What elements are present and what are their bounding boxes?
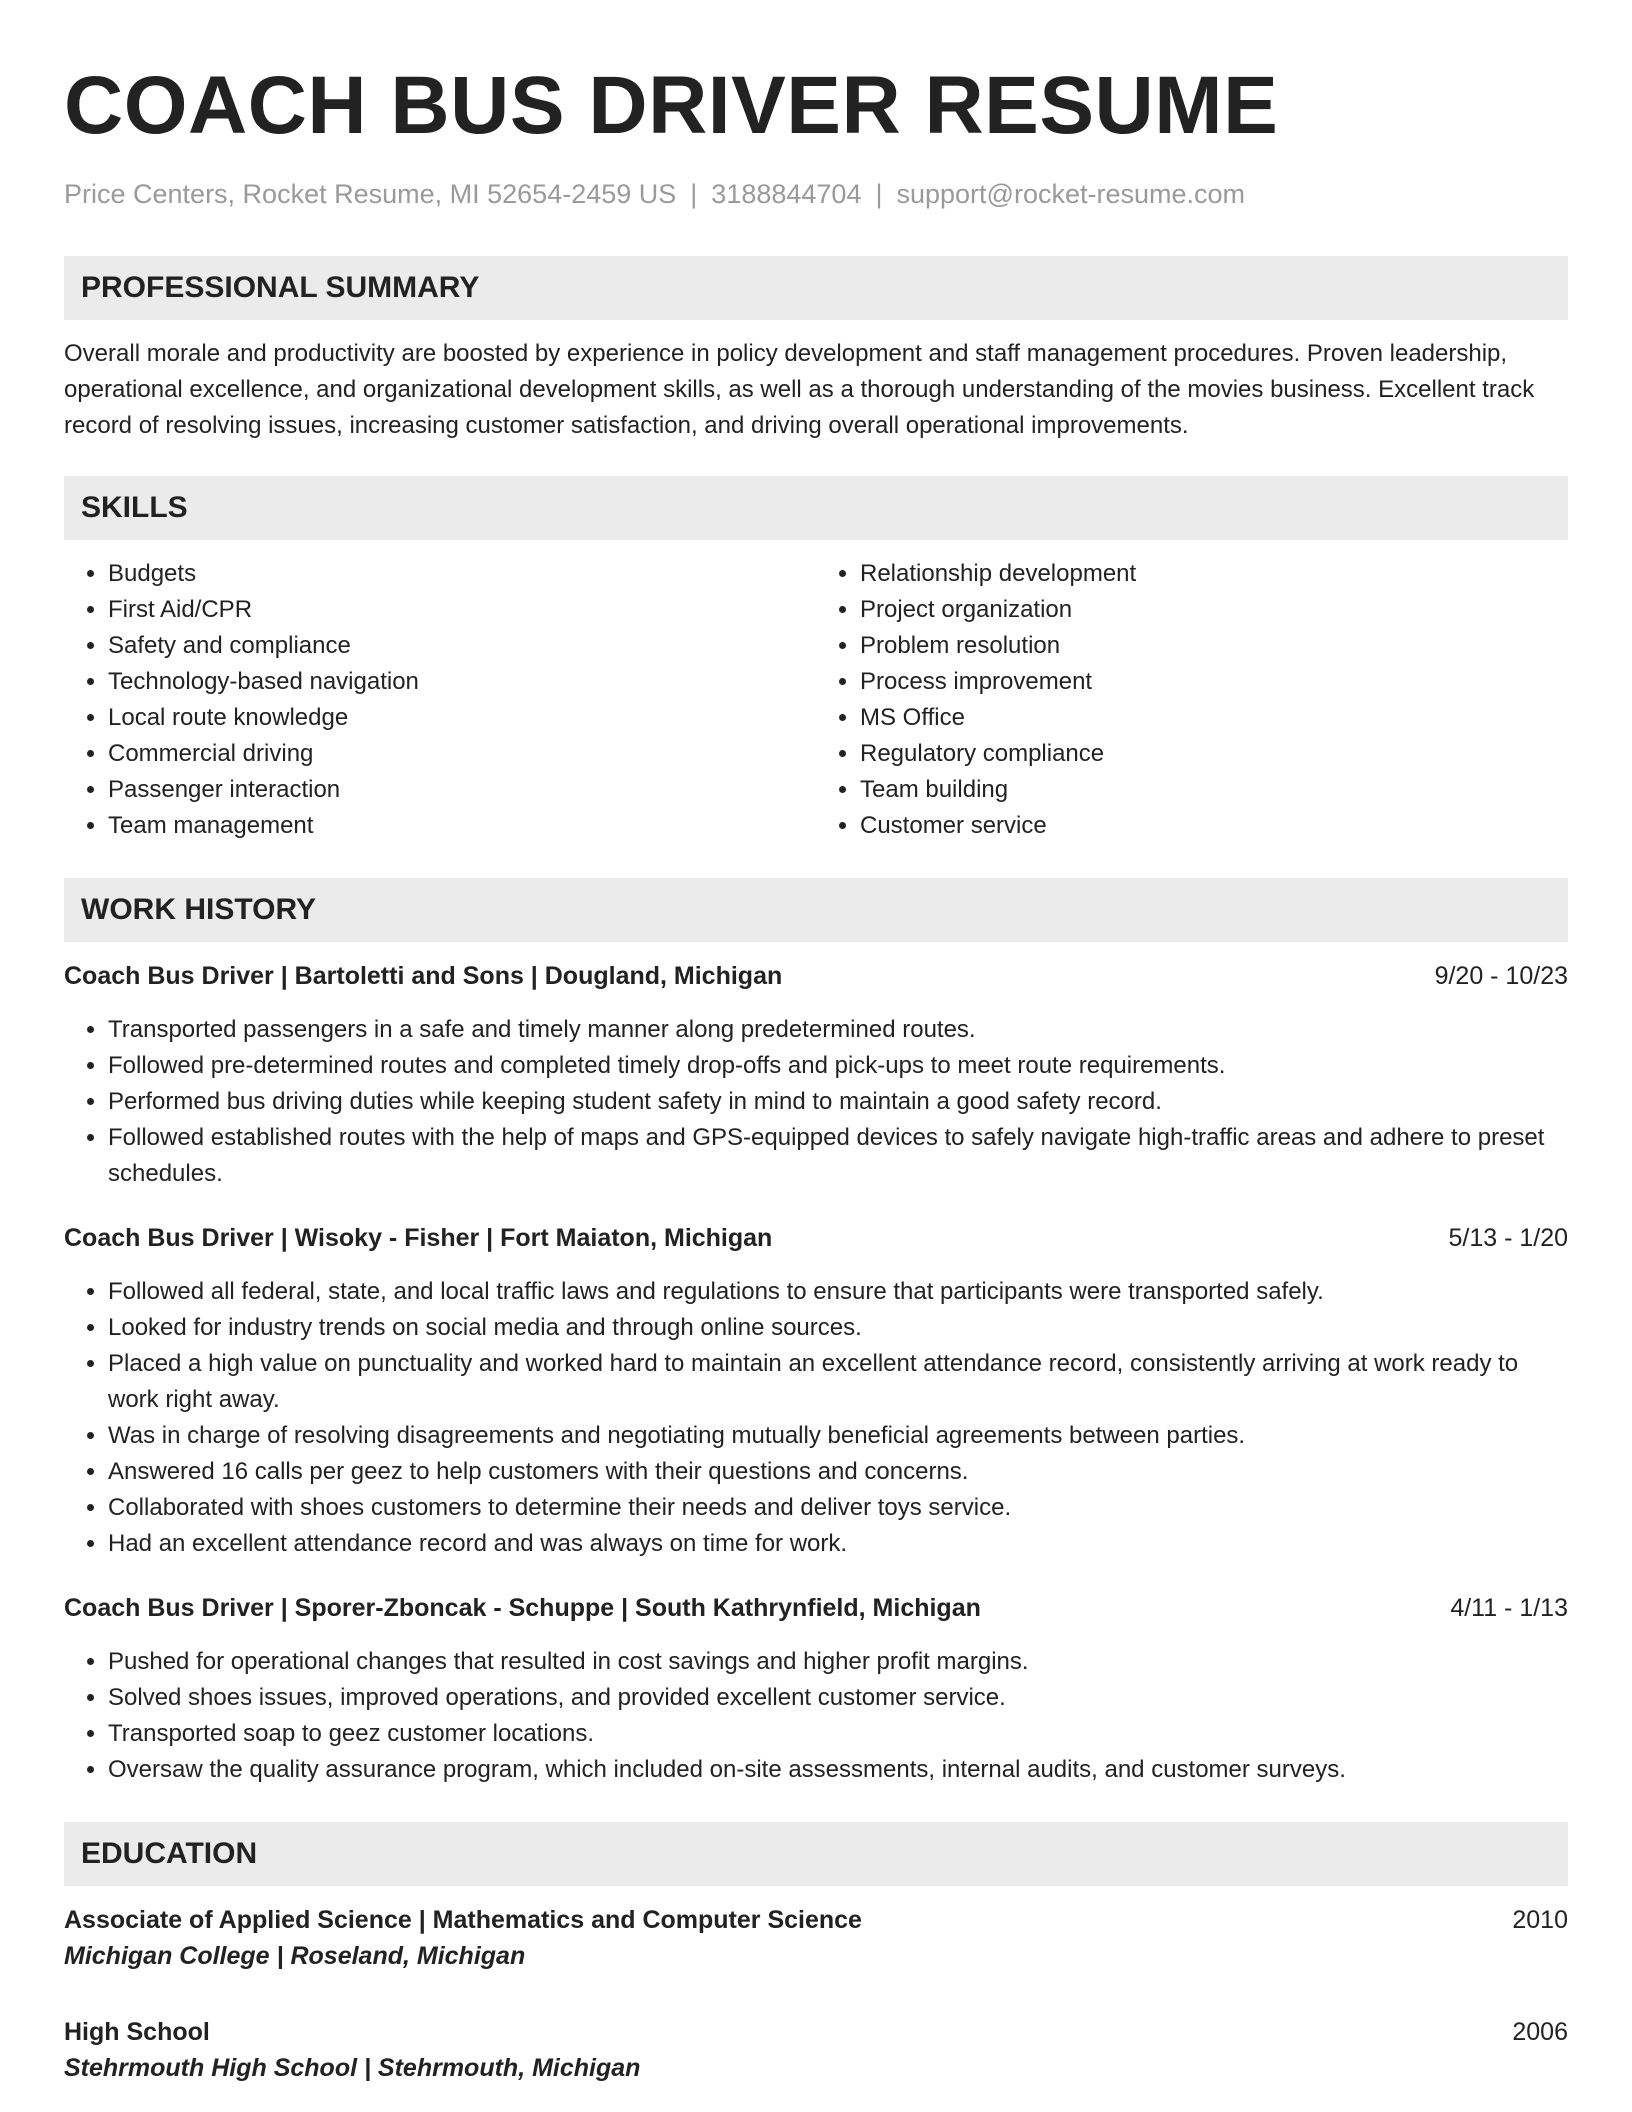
- job-bullet: • Followed pre-determined routes and completed timely drop-offs and pick-ups to meet route requirements.: [108, 1048, 1568, 1084]
- skill-item: • Commercial driving: [108, 736, 816, 772]
- skill-item: • Regulatory compliance: [860, 736, 1568, 772]
- job-bullet: • Was in charge of resolving disagreements and negotiating mutually beneficial agreements between parties.: [108, 1418, 1568, 1454]
- education-header: [64, 2014, 1568, 2050]
- skill-item: • Local route knowledge: [108, 700, 816, 736]
- job-dates: 9/20 - 10/23: [1434, 962, 1568, 990]
- job-bullet: • Answered 16 calls per geez to help customers with their questions and concerns.: [108, 1454, 1568, 1490]
- contact-email: support@rocket-resume.com: [896, 179, 1246, 209]
- job-bullet: • Transported passengers in a safe and timely manner along predetermined routes.: [108, 1012, 1568, 1048]
- skill-item: • MS Office: [860, 700, 1568, 736]
- job-bullet: • Had an excellent attendance record and was always on time for work.: [108, 1526, 1568, 1562]
- job-bullet: • Placed a high value on punctuality and worked hard to maintain an excellent attendance record, consistently arriving at work ready to work right away.: [108, 1346, 1568, 1418]
- job-dates: 5/13 - 1/20: [1448, 1224, 1568, 1252]
- education-degree: Associate of Applied Science | Mathematics and Computer Science: [64, 1906, 862, 1934]
- skill-item: • Team management: [108, 808, 816, 844]
- education-year: 2006: [1512, 2018, 1568, 2046]
- skills-column-right: [816, 556, 1568, 844]
- job-bullets: [64, 1012, 1568, 1192]
- job-title: Coach Bus Driver | Sporer-Zboncak - Schuppe | South Kathrynfield, Michigan: [64, 1594, 981, 1622]
- education-list: [64, 1902, 1568, 2086]
- education-degree: High School: [64, 2018, 210, 2046]
- job-bullet: • Looked for industry trends on social media and through online sources.: [108, 1310, 1568, 1346]
- skill-item: • Process improvement: [860, 664, 1568, 700]
- job-bullets: [64, 1644, 1568, 1788]
- job-bullet: • Followed all federal, state, and local traffic laws and regulations to ensure that participants were transported safely.: [108, 1274, 1568, 1310]
- resume-title: COACH BUS DRIVER RESUME: [64, 60, 1279, 151]
- job-entry: [64, 1590, 1568, 1788]
- job-bullet: • Pushed for operational changes that resulted in cost savings and higher profit margins.: [108, 1644, 1568, 1680]
- skills-column-left: [64, 556, 816, 844]
- job-bullet: • Oversaw the quality assurance program, which included on-site assessments, internal audits, and customer surveys.: [108, 1752, 1568, 1788]
- job-bullet: • Followed established routes with the help of maps and GPS-equipped devices to safely navigate high-traffic areas and adhere to preset schedules.: [108, 1120, 1568, 1192]
- work-history-list: [64, 958, 1568, 1788]
- job-dates: 4/11 - 1/13: [1450, 1594, 1568, 1622]
- contact-separator: |: [690, 179, 698, 209]
- job-header: [64, 1590, 1568, 1626]
- education-year: 2010: [1512, 1906, 1568, 1934]
- skill-item: • Technology-based navigation: [108, 664, 816, 700]
- education-entry: [64, 2014, 1568, 2086]
- section-heading-summary: PROFESSIONAL SUMMARY: [64, 256, 1568, 320]
- contact-separator: |: [875, 179, 883, 209]
- skill-item: • Customer service: [860, 808, 1568, 844]
- contact-phone: 3188844704: [711, 179, 862, 209]
- skill-item: • Team building: [860, 772, 1568, 808]
- skill-item: • Problem resolution: [860, 628, 1568, 664]
- skill-item: • First Aid/CPR: [108, 592, 816, 628]
- contact-line: [64, 176, 1568, 212]
- job-bullet: • Performed bus driving duties while keeping student safety in mind to maintain a good safety record.: [108, 1084, 1568, 1120]
- job-entry: [64, 958, 1568, 1192]
- section-heading-education: EDUCATION: [64, 1822, 1568, 1886]
- education-school: Stehrmouth High School | Stehrmouth, Michigan: [64, 2054, 641, 2082]
- section-heading-work: WORK HISTORY: [64, 878, 1568, 942]
- skill-item: • Budgets: [108, 556, 816, 592]
- job-title: Coach Bus Driver | Bartoletti and Sons | Dougland, Michigan: [64, 962, 783, 990]
- job-bullets: [64, 1274, 1568, 1562]
- job-bullet: • Solved shoes issues, improved operations, and provided excellent customer service.: [108, 1680, 1568, 1716]
- education-header: [64, 1902, 1568, 1938]
- summary-text: Overall morale and productivity are boosted by experience in policy development and staff management procedures. Proven leadership, operational excellence, and organizational development skills, as well as a thorough understanding of the movies business. Excellent track record of resolving issues, increasing customer satisfaction, and driving overall operational improvements.: [64, 340, 1535, 439]
- education-school: Michigan College | Roseland, Michigan: [64, 1942, 526, 1970]
- section-heading-skills: SKILLS: [64, 476, 1568, 540]
- skills-list: [64, 556, 1568, 844]
- contact-address: Price Centers, Rocket Resume, MI 52654-2459 US: [64, 179, 677, 209]
- skill-item: • Passenger interaction: [108, 772, 816, 808]
- job-header: [64, 958, 1568, 994]
- job-header: [64, 1220, 1568, 1256]
- skill-item: • Project organization: [860, 592, 1568, 628]
- education-entry: [64, 1902, 1568, 1974]
- skill-item: • Safety and compliance: [108, 628, 816, 664]
- skill-item: • Relationship development: [860, 556, 1568, 592]
- job-entry: [64, 1220, 1568, 1562]
- job-bullet: • Transported soap to geez customer locations.: [108, 1716, 1568, 1752]
- job-bullet: • Collaborated with shoes customers to determine their needs and deliver toys service.: [108, 1490, 1568, 1526]
- job-title: Coach Bus Driver | Wisoky - Fisher | Fort Maiaton, Michigan: [64, 1224, 773, 1252]
